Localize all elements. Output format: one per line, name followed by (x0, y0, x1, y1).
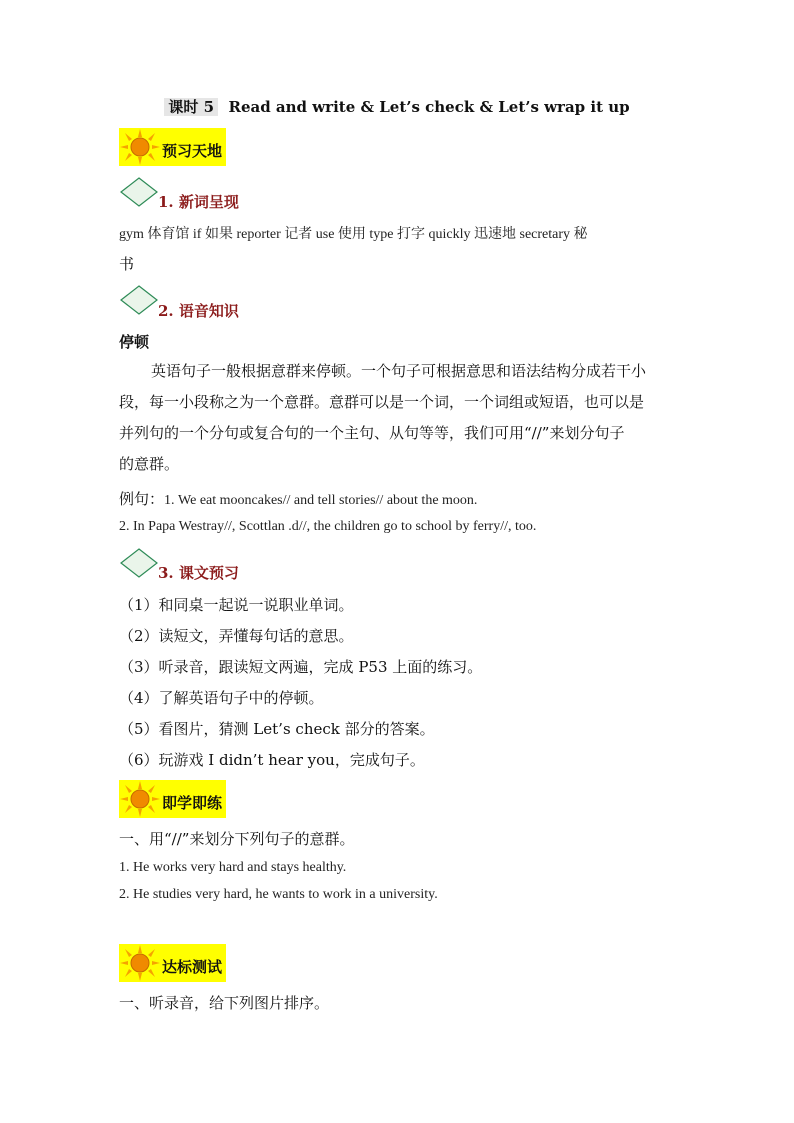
example-label: 例句： (119, 490, 165, 508)
example-2: 2. In Papa Westray//, Scottlan .d//, the children go to school by ferry//, too. (119, 519, 537, 534)
diamond-icon (120, 285, 158, 315)
paragraph-line: 的意群。 (119, 455, 180, 473)
subheading-pause: 停顿 (119, 333, 150, 351)
paragraph-line: 并列句的一个分句或复合句的一个主句、从句等等，我们可用“//”来划分句子 (119, 424, 625, 442)
preview-item: （2）读短文，弄懂每句话的意思。 (119, 627, 354, 645)
banner-practice (119, 780, 226, 818)
preview-item: （3）听录音，跟读短文两遍，完成 P53 上面的练习。 (119, 658, 483, 676)
sun-icon (120, 945, 160, 981)
preview-item: （6）玩游戏 I didn’t hear you，完成句子。 (119, 751, 425, 769)
practice-sentence: 1. He works very hard and stays healthy. (119, 860, 347, 875)
paragraph-line: 英语句子一般根据意群来停顿。一个句子可根据意思和语法结构分成若干小 (151, 362, 647, 380)
lesson-number: 课时 5 (164, 98, 218, 116)
practice-sentence: 2. He studies very hard, he wants to work in a university. (119, 887, 438, 902)
preview-item: （5）看图片，猜测 Let’s check 部分的答案。 (119, 720, 435, 738)
banner-label: 即学即练 (162, 794, 223, 812)
paragraph-line: 段，每一小段称之为一个意群。意群可以是一个词，一个词组或短语，也可以是 (119, 393, 645, 411)
preview-item: （1）和同桌一起说一说职业单词。 (119, 596, 354, 614)
vocabulary-line-cont: 书 (119, 255, 135, 273)
example-sentence: 1. We eat mooncakes// and tell stories// about the moon. (164, 493, 478, 508)
example-1 (119, 488, 477, 509)
section-heading-phonetics: 2. 语音知识 (158, 302, 239, 320)
section-heading-text-preview: 3. 课文预习 (158, 564, 239, 582)
page-title (0, 96, 794, 117)
preview-item: （4）了解英语句子中的停顿。 (119, 689, 324, 707)
banner-label: 达标测试 (162, 958, 223, 976)
banner-preview (119, 128, 226, 166)
vocabulary-line: gym 体育馆 if 如果 reporter 记者 use 使用 type 打字 quickly 迅速地 secretary 秘 (119, 227, 588, 242)
test-instruction: 一、听录音，给下列图片排序。 (119, 994, 330, 1012)
lesson-title: Read and write & Let’s check & Let’s wrap it up (228, 98, 630, 116)
sun-icon (120, 781, 160, 817)
sun-icon (120, 129, 160, 165)
banner-test (119, 944, 226, 982)
section-heading-new-words: 1. 新词呈现 (158, 193, 239, 211)
diamond-icon (120, 177, 158, 207)
banner-label: 预习天地 (162, 142, 223, 160)
diamond-icon (120, 548, 158, 578)
practice-instruction: 一、用“//”来划分下列句子的意群。 (119, 830, 355, 848)
